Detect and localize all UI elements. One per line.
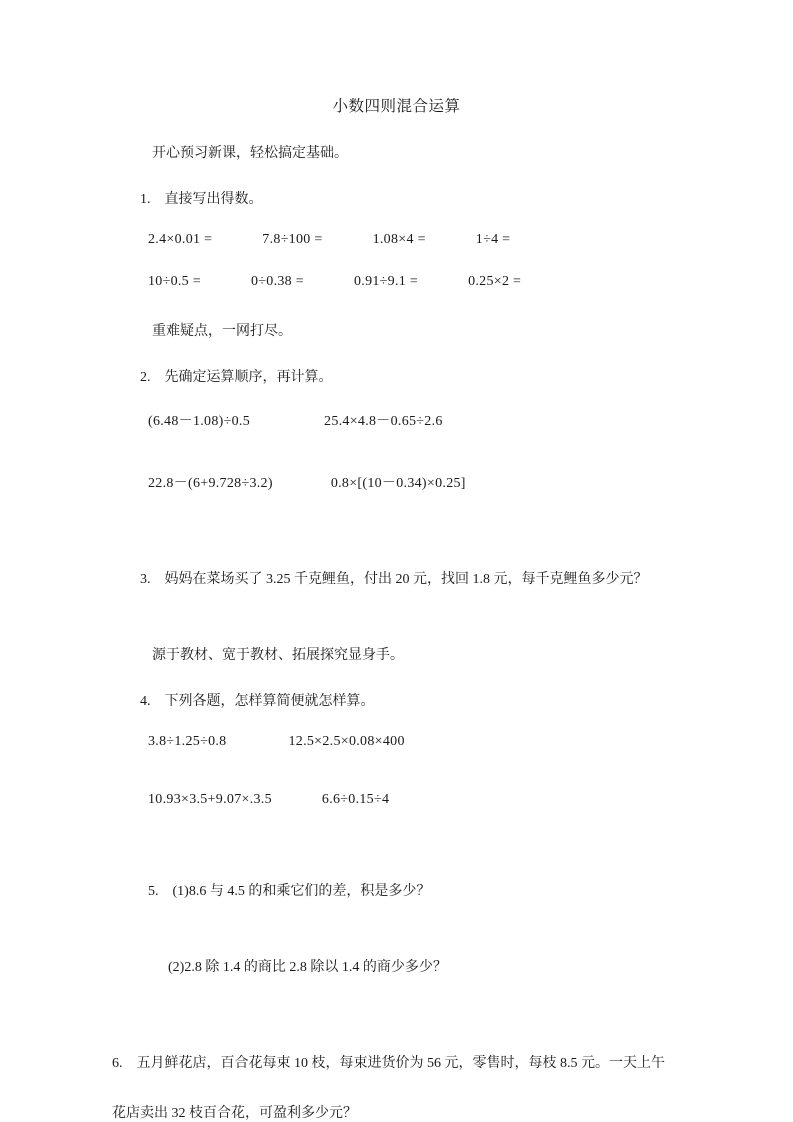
q1-expr-6: 0÷0.38 = [250, 274, 304, 289]
question-2-row-1 [0, 410, 793, 430]
question-5-part-2 [0, 956, 793, 976]
lead-text-3 [0, 644, 793, 664]
question-1-heading [0, 188, 793, 208]
question-3 [0, 568, 793, 588]
q2-expr-1: (6.48－1.08)÷0.5 [148, 414, 251, 429]
q4-expr-2: 12.5×2.5×0.08×400 [288, 734, 405, 749]
question-4-heading [0, 690, 793, 710]
question-6-line-1 [0, 1052, 793, 1072]
q1-expr-5: 10÷0.5 = [148, 274, 201, 289]
lead-text-2 [0, 320, 793, 340]
question-4-heading-label: 4. 下列各题，怎样算简便就怎样算。 [140, 694, 375, 709]
q2-expr-3: 22.8－(6+9.728÷3.2) [148, 476, 273, 491]
question-2-heading [0, 366, 793, 386]
q1-expr-8: 0.25×2 = [468, 274, 522, 289]
page-title: 小数四则混合运算 [332, 98, 461, 115]
question-6-line-1-label: 6. 五月鲜花店，百合花每束 10 枝，每束进货价为 56 元，零售时，每枝 8.5 元。一天上午 [112, 1056, 665, 1071]
question-6-line-2-label: 花店卖出 32 枝百合花，可盈利多少元？ [112, 1106, 357, 1121]
q1-expr-2: 7.8÷100 = [262, 232, 323, 247]
lead-text-3-label: 源于教材、宽于教材、拓展探究显身手。 [152, 648, 404, 663]
question-2-heading-label: 2. 先确定运算顺序，再计算。 [140, 370, 333, 385]
q1-expr-3: 1.08×4 = [372, 232, 426, 247]
question-1-heading-label: 1. 直接写出得数。 [140, 192, 263, 207]
question-6-line-2 [0, 1102, 793, 1122]
q4-expr-1: 3.8÷1.25÷0.8 [148, 734, 227, 749]
q1-expr-4: 1÷4 = [475, 232, 511, 247]
question-3-label: 3. 妈妈在菜场买了 3.25 千克鲤鱼，付出 20 元，找回 1.8 元，每千克鲤鱼多少元？ [140, 572, 648, 587]
q2-expr-4: 0.8×[(10－0.34)×0.25] [330, 476, 466, 491]
question-2-row-2 [0, 472, 793, 492]
lead-text-1-label: 开心预习新课，轻松搞定基础。 [152, 146, 348, 161]
question-4-row-2 [0, 792, 793, 808]
question-5-part-2-label: (2)2.8 除 1.4 的商比 2.8 除以 1.4 的商少多少？ [168, 960, 447, 975]
q1-expr-7: 0.91÷9.1 = [353, 274, 419, 289]
lead-text-1 [0, 142, 793, 162]
question-5-part-1-label: 5. (1)8.6 与 4.5 的和乘它们的差，积是多少？ [148, 884, 431, 899]
q4-expr-4: 6.6÷0.15÷4 [321, 792, 390, 807]
question-1-row-1 [0, 232, 793, 248]
lead-text-2-label: 重难疑点，一网打尽。 [152, 324, 292, 339]
q2-expr-2: 25.4×4.8－0.65÷2.6 [324, 414, 443, 429]
q1-expr-1: 2.4×0.01 = [148, 232, 213, 247]
q4-expr-3: 10.93×3.5+9.07×.3.5 [148, 792, 272, 807]
question-5-part-1 [0, 880, 793, 900]
question-1-row-2 [0, 274, 793, 290]
question-4-row-1 [0, 734, 793, 750]
